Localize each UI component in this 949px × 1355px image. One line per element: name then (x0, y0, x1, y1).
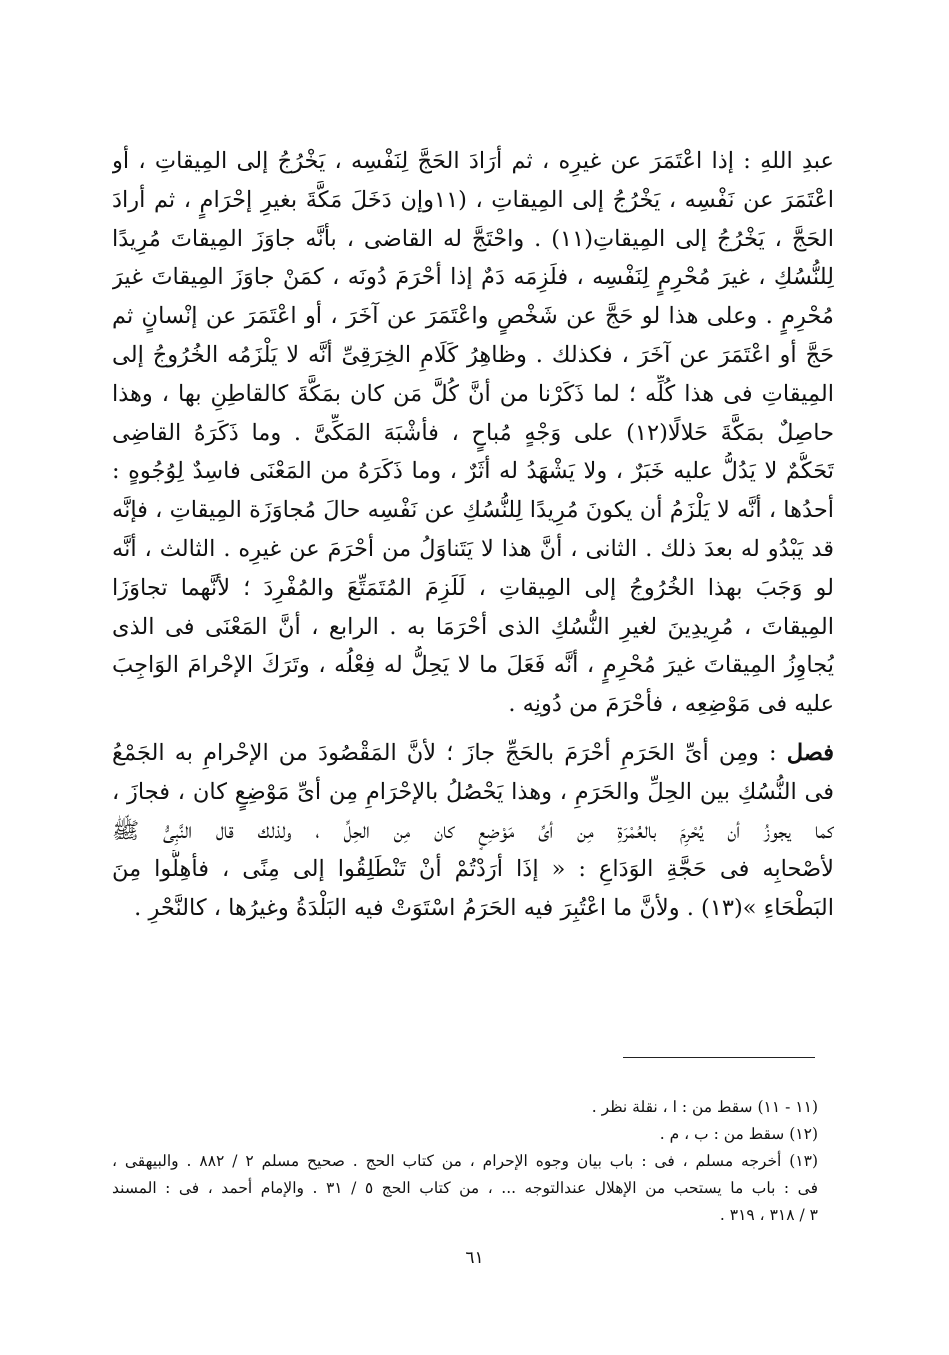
text-line: يُجاوِزُ المِيقاتَ غيرَ مُحْرِمٍ ، أنَّه فَعَلَ ما لا يَحِلُّ له فِعْلُه ، وتَرَكَ الإحْرامَ الوَاجِبَ (112, 652, 834, 679)
footnote: (١١ - ١١) سقط من : ا ، نقلة نظر . (591, 1098, 818, 1116)
footnote: (١٣) أخرجه مسلم ، فى : باب بيان وجوه الإحرام ، من كتاب الحج . صحيح مسلم ٢ / ٨٨٢ . والبيهقى ، (112, 1152, 818, 1170)
fasl-keyword: فصل (786, 739, 834, 766)
text-line: البَطْحَاءِ »(١٣) . ولأنَّ ما اعْتُبِرَ فيه الحَرَمُ اسْتَوَتْ فيه البَلْدَةُ وغيرُها ، كالنَّحْرِ . (134, 895, 834, 922)
text-line: حاصِلٌ بمَكَّةَ حَلالًا(١٢) على وَجْهٍ مُباحٍ ، فأشْبَهَ المَكِّىَّ . وما ذَكَرَهُ القاضِى (112, 419, 834, 446)
footnote: (١٢) سقط من : ب ، م . (659, 1125, 818, 1143)
text-line: كما يجوزُ أن يُحْرِمَ بالعُمْرَةِ مِن أىِّ مَوْضِعٍ كان مِن الحِلِّ ، ولذلك قال النَّبِىُّ ﷺ (112, 817, 834, 844)
text-line: أحدُها ، أنَّه لا يَلْزَمُ أن يكونَ مُرِيدًا لِلنُّسُكِ عن نَفْسِه حالَ مُجاوَزَة المِيقاتِ ، فإنَّه (112, 497, 834, 524)
main-text (112, 142, 834, 928)
text-line: تَحَكُّمٌ لا يَدُلُّ عليه خَبَرٌ ، ولا يَشْهَدُ له أثَرٌ ، وما ذَكَرَهُ من المَعْنَى فاسِدٌ لِوُجُوهٍ : (112, 458, 834, 485)
text-line: الحَجَّ ، يَخْرُجُ إلى المِيقاتِ(١١) . واحْتَجَّ له القاضى ، بأنَّه جاوَزَ المِيقاتَ مُرِيدًا (112, 225, 834, 252)
footnotes (112, 1094, 818, 1229)
text-line: المِيقاتَ ، مُرِيدِينَ لغيرِ النُّسُكِ الذى أحْرَمَا به . الرابع ، أنَّ المَعْنَى فى الذى (112, 613, 834, 640)
footnote: فى : باب ما يستحب من الإهلال عندالتوجه ... ، من كتاب الحج ٥ / ٣١ . والإمام أحمد ، فى : المسند (112, 1179, 818, 1197)
text-line: قد يَبْدُو له بعدَ ذلك . الثانى ، أنَّ هذا لا يَتَناوَلُ من أحْرَمَ عن غيرِه . الثالث ، أنَّه (112, 535, 834, 562)
footnote: ٣ / ٣١٨ ، ٣١٩ . (719, 1206, 818, 1224)
fasl-text: : ومِن أىِّ الحَرَمِ أحْرَمَ بالحَجِّ جازَ ؛ لأنَّ المَقْصُودَ من الإحْرامِ به الجَمْعُ (112, 739, 777, 766)
page-number: ٦١ (465, 1248, 484, 1268)
text-line: لِلنُّسُكِ ، غيرَ مُحْرِمٍ لِنَفْسِه ، فلَزِمَه دَمٌ إذا أحْرَمَ دُونَه ، كمَنْ جاوَزَ المِيقاتَ غيرَ (112, 264, 834, 291)
text-line: حَجَّ أو اعْتَمَرَ عن آخَرَ ، فكذلك . وظاهِرُ كَلَامِ الخِرَقِىِّ أنَّه لا يَلْزَمُه الخُرُوجُ إلى (112, 341, 834, 368)
text-line: لأصْحابِه فى حَجَّةِ الوَدَاعِ : « إذَا أرَدْتُمْ أنْ تَنْطَلِقُوا إلى مِنًى ، فأهِلُّوا مِنَ (112, 856, 834, 883)
text-line: فى النُّسُكِ بين الحِلِّ والحَرَمِ ، وهذا يَحْصُلُ بالإحْرَامِ مِن أىِّ مَوْضِعٍ كان ، فجازَ ، (112, 778, 834, 805)
text-line: عليه فى مَوْضِعِه ، فأحْرَمَ من دُونِه . (508, 691, 834, 718)
text-line: مُحْرِمٍ . وعلى هذا لو حَجَّ عن شَخْصٍ واعْتَمَرَ عن آخَرَ ، أو اعْتَمَرَ عن إنْسانٍ ثم (112, 303, 834, 330)
text-line: لو وَجَبَ بهذا الخُرُوجُ إلى المِيقاتِ ، لَلَزِمَ المُتَمَتِّعَ والمُفْرِدَ ؛ لأنَّهما تجاوَزَا (112, 574, 834, 601)
text-line: عبدِ اللهِ : إذا اعْتَمَرَ عن غيرِه ، ثم أرَادَ الحَجَّ لِنَفْسِه ، يَخْرُجُ إلى المِيقاتِ ، أو (112, 148, 834, 174)
footnote-separator (623, 1057, 815, 1058)
text-line: المِيقاتِ فى هذا كُلِّه ؛ لما ذَكَرْنا من أنَّ كُلَّ مَن كان بمَكَّةَ كالقاطِنِ بها ، وهذا (112, 380, 834, 407)
text-line: اعْتَمَرَ عن نَفْسِه ، يَخْرُجُ إلى المِيقاتِ ، (١١وإن دَخَلَ مَكَّةَ بغيرِ إحْرَامٍ ، ثم أرادَ (112, 186, 834, 213)
fasl-first-line (112, 734, 834, 773)
